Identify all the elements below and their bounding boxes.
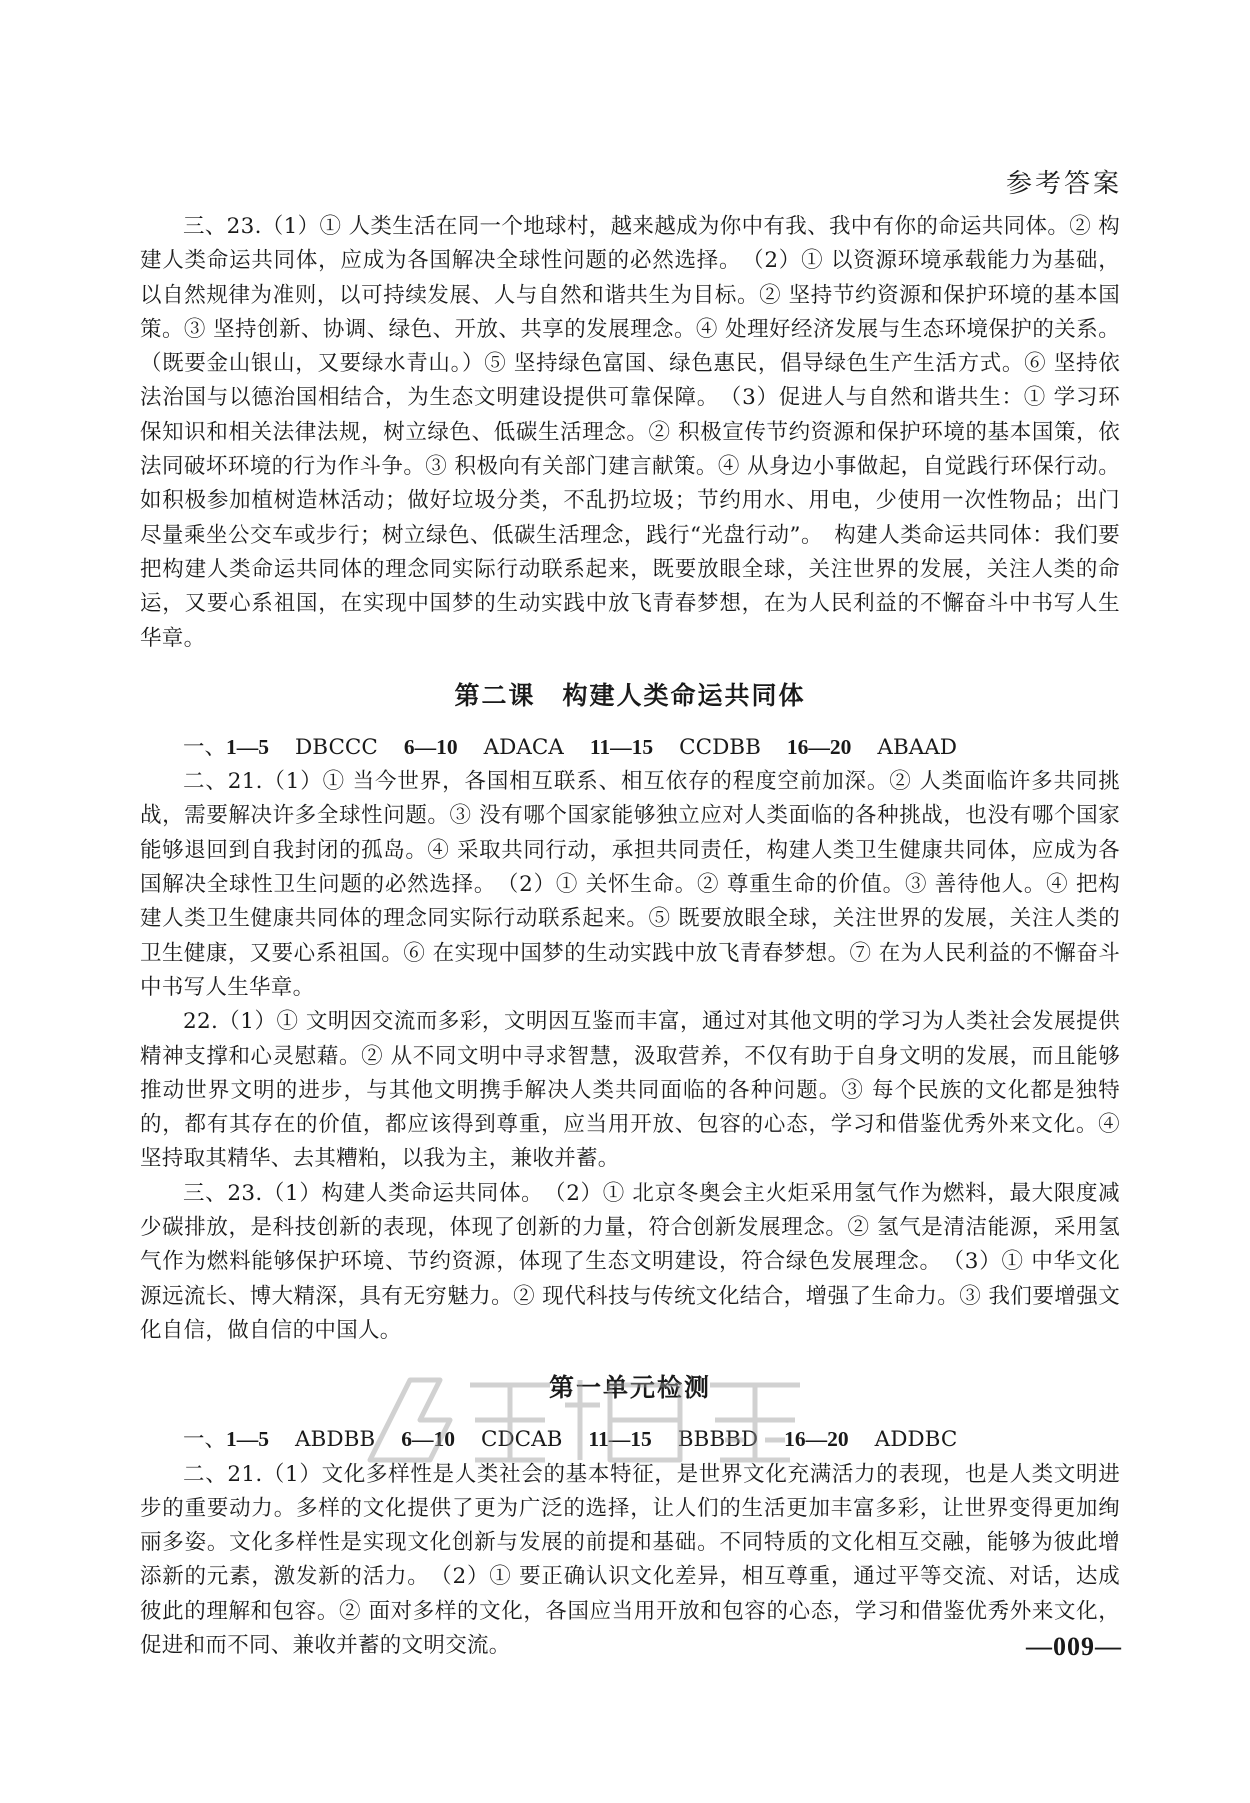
mc-answers-unit-test: 一、1—5 ABDBB 6—10 CDCAB 11—15 BBBBD 16—20 ADDBC (183, 1427, 958, 1453)
paragraph-sec0-1: 三、23.（1）① 人类生活在同一个地球村，越来越成为你中有我、我中有你的命运共同体。② 构建人类命运共同体，应成为各国解决全球性问题的必然选择。 （2）① 以资源环境承载能力为基础，以自然规律为准则，以可持续发展、人与自然和谐共生为目标。② 坚持节约资源和保护环境的基本国策。③ 坚持创新、协调、绿色、开放、共享的发展理念。④ 处理好经济发展与生态环境保护的关系。（既要金山银山，又要绿水青山。）⑤ 坚持绿色富国、绿色惠民，倡导绿色生产生活方式。⑥ 坚持依法治国与以德治国相结合，为生态文明建设提供可靠保障。 （3）促进人与自然和谐共生：① 学习环保知识和相关法律法规，树立绿色、低碳生活理念。② 积极宣传节约资源和保护环境的基本国策，依法同破坏环境的行为作斗争。③ 积极向有关部门建言献策。④ 从身边小事做起，自觉践行环保行动。如积极参加植树造林活动；做好垃圾分类，不乱扔垃圾；节约用水、用电，少使用一次性物品；出门尽量乘坐公交车或步行；树立绿色、低碳生活理念，践行“光盘行动”。 构建人类命运共同体：我们要把构建人类命运共同体的理念同实际行动联系起来，既要放眼全球，关注世界的发展，关注人类的命运，又要心系祖国，在实现中国梦的生动实践中放飞青春梦想，在为人民利益的不懈奋斗中书写人生华章。 (140, 214, 1120, 651)
paragraph-lesson2-q21: 二、21.（1）① 当今世界，各国相互联系、相互依存的程度空前加深。② 人类面临许多共同挑战，需要解决许多全球性问题。③ 没有哪个国家能够独立应对人类面临的各种挑战，也没有哪个国家能够退回到自我封闭的孤岛。④ 采取共同行动，承担共同责任，构建人类卫生健康共同体，应成为各国解决全球性卫生问题的必然选择。 （2）① 关怀生命。② 尊重生命的价值。③ 善待他人。④ 把构建人类卫生健康共同体的理念同实际行动联系起来。⑤ 既要放眼全球，关注世界的发展，关注人类的卫生健康，又要心系祖国。⑥ 在实现中国梦的生动实践中放飞青春梦想。⑦ 在为人民利益的不懈奋斗中书写人生华章。 (140, 769, 1120, 1000)
mc-answers-lesson2: 一、1—5 DBCCC 6—10 ADACA 11—15 CCDBB 16—20 ABAAD (183, 734, 958, 760)
paragraph-unit-test-q21: 二、21.（1）文化多样性是人类社会的基本特征，是世界文化充满活力的表现，也是人类文明进步的重要动力。多样的文化提供了更为广泛的选择，让人们的生活更加丰富多彩，让世界变得更加绚丽多姿。文化多样性是实现文化创新与发展的前提和基础。不同特质的文化相互交融，能够为彼此增添新的元素，激发新的活力。 （2）① 要正确认识文化差异，相互尊重，通过平等交流、对话，达成彼此的理解和包容。② 面对多样的文化，各国应当用开放和包容的心态，学习和借鉴优秀外来文化，促进和而不同、兼收并蓄的文明交流。 (140, 1461, 1120, 1658)
section-title-lesson2: 第二课 构建人类命运共同体 (454, 680, 806, 710)
running-header: 参考答案 (1005, 169, 1122, 199)
section-title-unit-test: 第一单元检测 (548, 1373, 711, 1403)
page-body (140, 210, 1120, 1663)
paragraph-lesson2-q23: 三、23.（1）构建人类命运共同体。 （2）① 北京冬奥会主火炬采用氢气作为燃料，最大限度减少碳排放，是科技创新的表现，体现了创新的力量，符合创新发展理念。② 氢气是清洁能源，采用氢气作为燃料能够保护环境、节约资源，体现了生态文明建设，符合绿色发展理念。 （3）① 中华文化源远流长、博大精深，具有无穷魅力。② 现代科技与传统文化结合，增强了生命力。③ 我们要增强文化自信，做自信的中国人。 (140, 1180, 1120, 1343)
page-number: —009— (1026, 1632, 1122, 1661)
paragraph-lesson2-q22: 22.（1）① 文明因交流而多彩，文明因互鉴而丰富，通过对其他文明的学习为人类社会发展提供精神支撑和心灵慰藉。② 从不同文明中寻求智慧，汲取营养，不仅有助于自身文明的发展，而且能够推动世界文明的进步，与其他文明携手解决人类共同面临的各种问题。③ 每个民族的文化都是独特的，都有其存在的价值，都应该得到尊重，应当用开放、包容的心态，学习和借鉴优秀外来文化。④ 坚持取其精华、去其糟粕，以我为主，兼收并蓄。 (140, 1009, 1120, 1172)
